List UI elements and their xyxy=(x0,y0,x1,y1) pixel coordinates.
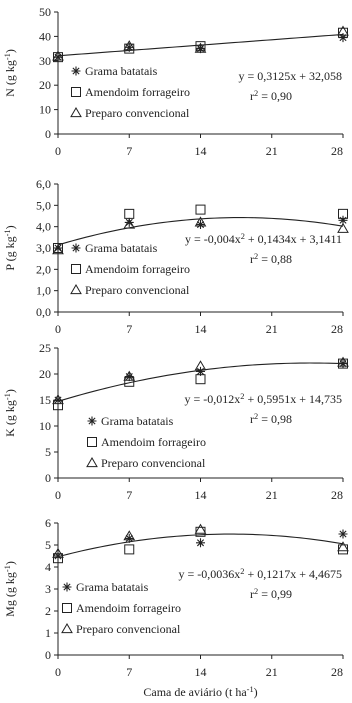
x-tick-label: 28 xyxy=(331,322,343,336)
legend-marker xyxy=(71,285,81,294)
legend-label: Preparo convencional xyxy=(85,106,190,120)
x-tick-label: 0 xyxy=(55,144,61,158)
x-axis-label: Cama de aviário (t $ha^{-1}$) xyxy=(143,684,258,699)
y-tick-label: 6 xyxy=(45,516,51,530)
legend-label: Amendoim forrageiro xyxy=(85,262,190,276)
data-point xyxy=(125,545,134,554)
x-tick-label: 21 xyxy=(265,488,278,502)
regression-equation: $y = -0,012x^2 + 0,5951x + 14,735$ xyxy=(184,391,342,406)
y-tick-label: 0 xyxy=(45,127,51,141)
legend-marker xyxy=(62,624,72,633)
chart-panel xyxy=(3,5,349,158)
legend-marker xyxy=(72,67,81,76)
y-axis-label: K (g $kg^{-1}$) xyxy=(2,389,17,437)
y-tick-label: 5 xyxy=(45,538,51,552)
x-tick-label: 7 xyxy=(126,488,133,502)
data-point xyxy=(339,530,348,539)
legend-marker xyxy=(63,583,72,592)
x-tick-label: 14 xyxy=(194,144,207,158)
data-point xyxy=(125,209,134,218)
r-squared: $r^2 = 0,88$ xyxy=(250,251,292,266)
x-tick-label: 7 xyxy=(126,144,133,158)
x-tick-label: 0 xyxy=(55,665,61,679)
data-point xyxy=(196,375,205,384)
x-tick-label: 14 xyxy=(194,488,207,502)
y-tick-label: 1,0 xyxy=(36,283,51,298)
y-tick-label: 0,0 xyxy=(36,305,51,319)
chart-panel xyxy=(3,516,349,699)
y-tick-label: 1 xyxy=(45,626,51,640)
r-squared: $r^2 = 0,99$ xyxy=(250,586,292,601)
legend-label: Amendoim forrageiro xyxy=(101,435,206,449)
y-tick-label: 3 xyxy=(45,582,51,596)
y-tick-label: 20 xyxy=(39,78,51,93)
x-tick-label: 21 xyxy=(265,144,278,158)
x-tick-label: 7 xyxy=(126,322,133,336)
y-tick-label: 10 xyxy=(39,102,51,117)
data-point xyxy=(196,525,206,534)
data-point xyxy=(196,538,205,547)
y-tick-label: 0 xyxy=(45,648,51,662)
y-tick-label: 25 xyxy=(39,341,51,355)
legend-label: Amendoim forrageiro xyxy=(85,85,190,99)
data-point xyxy=(196,220,205,229)
y-tick-label: 4,0 xyxy=(36,219,51,234)
y-axis-label: N (g $kg^{-1}$) xyxy=(2,49,17,97)
y-tick-label: 30 xyxy=(39,53,51,68)
regression-equation: $y = -0,004x^2 + 0,1434x + 3,1411$ xyxy=(184,231,342,246)
y-tick-label: 4 xyxy=(45,560,51,574)
x-tick-label: 21 xyxy=(265,665,278,679)
legend-marker xyxy=(72,88,81,97)
legend-marker xyxy=(88,438,97,447)
x-tick-label: 21 xyxy=(265,322,278,336)
y-tick-label: 0 xyxy=(45,471,51,485)
y-tick-label: 50 xyxy=(39,5,51,19)
y-tick-label: 2 xyxy=(45,604,51,618)
y-tick-label: 5 xyxy=(45,445,51,459)
legend-marker xyxy=(72,265,81,274)
legend-label: Preparo convencional xyxy=(101,456,206,470)
legend-label: Grama batatais xyxy=(101,414,174,428)
y-tick-label: 40 xyxy=(39,29,51,44)
data-point xyxy=(196,205,205,214)
r-squared: $r^2 = 0,98$ xyxy=(250,411,292,426)
y-axis-label: Mg (g $kg^{-1}$) xyxy=(2,561,17,617)
x-tick-label: 28 xyxy=(331,488,343,502)
y-tick-label: 6,0 xyxy=(36,177,51,191)
legend-label: Preparo convencional xyxy=(76,622,181,636)
x-tick-label: 28 xyxy=(331,144,343,158)
legend-marker xyxy=(87,458,97,467)
x-tick-label: 7 xyxy=(126,665,133,679)
legend-marker xyxy=(88,417,97,426)
legend-marker xyxy=(72,244,81,253)
x-tick-label: 28 xyxy=(331,665,343,679)
legend-label: Amendoim forrageiro xyxy=(76,601,181,615)
x-tick-label: 14 xyxy=(194,665,207,679)
y-tick-label: 20 xyxy=(39,367,51,381)
legend-marker xyxy=(71,108,81,117)
r-squared: $r^2 = 0,90$ xyxy=(250,88,292,103)
regression-equation: y = 0,3125x + 32,058 xyxy=(238,69,342,83)
regression-equation: $y = -0,0036x^2 + 0,1217x + 4,4675$ xyxy=(178,566,342,581)
y-tick-label: 5,0 xyxy=(36,198,51,213)
legend-marker xyxy=(63,604,72,613)
legend-label: Grama batatais xyxy=(85,64,158,78)
data-point xyxy=(339,545,348,554)
legend-label: Grama batatais xyxy=(85,241,158,255)
x-tick-label: 0 xyxy=(55,488,61,502)
x-tick-label: 0 xyxy=(55,322,61,336)
legend-label: Grama batatais xyxy=(76,580,149,594)
chart-panel xyxy=(3,177,349,336)
y-tick-label: 10 xyxy=(39,419,51,433)
y-tick-label: 3,0 xyxy=(36,241,51,255)
legend-label: Preparo convencional xyxy=(85,283,190,297)
data-point xyxy=(54,552,63,561)
x-tick-label: 14 xyxy=(194,322,207,336)
chart-panel xyxy=(3,341,349,502)
y-axis-label: P (g $kg^{-1}$) xyxy=(2,225,17,271)
y-tick-label: 2,0 xyxy=(36,262,51,277)
y-tick-label: 15 xyxy=(39,393,51,407)
